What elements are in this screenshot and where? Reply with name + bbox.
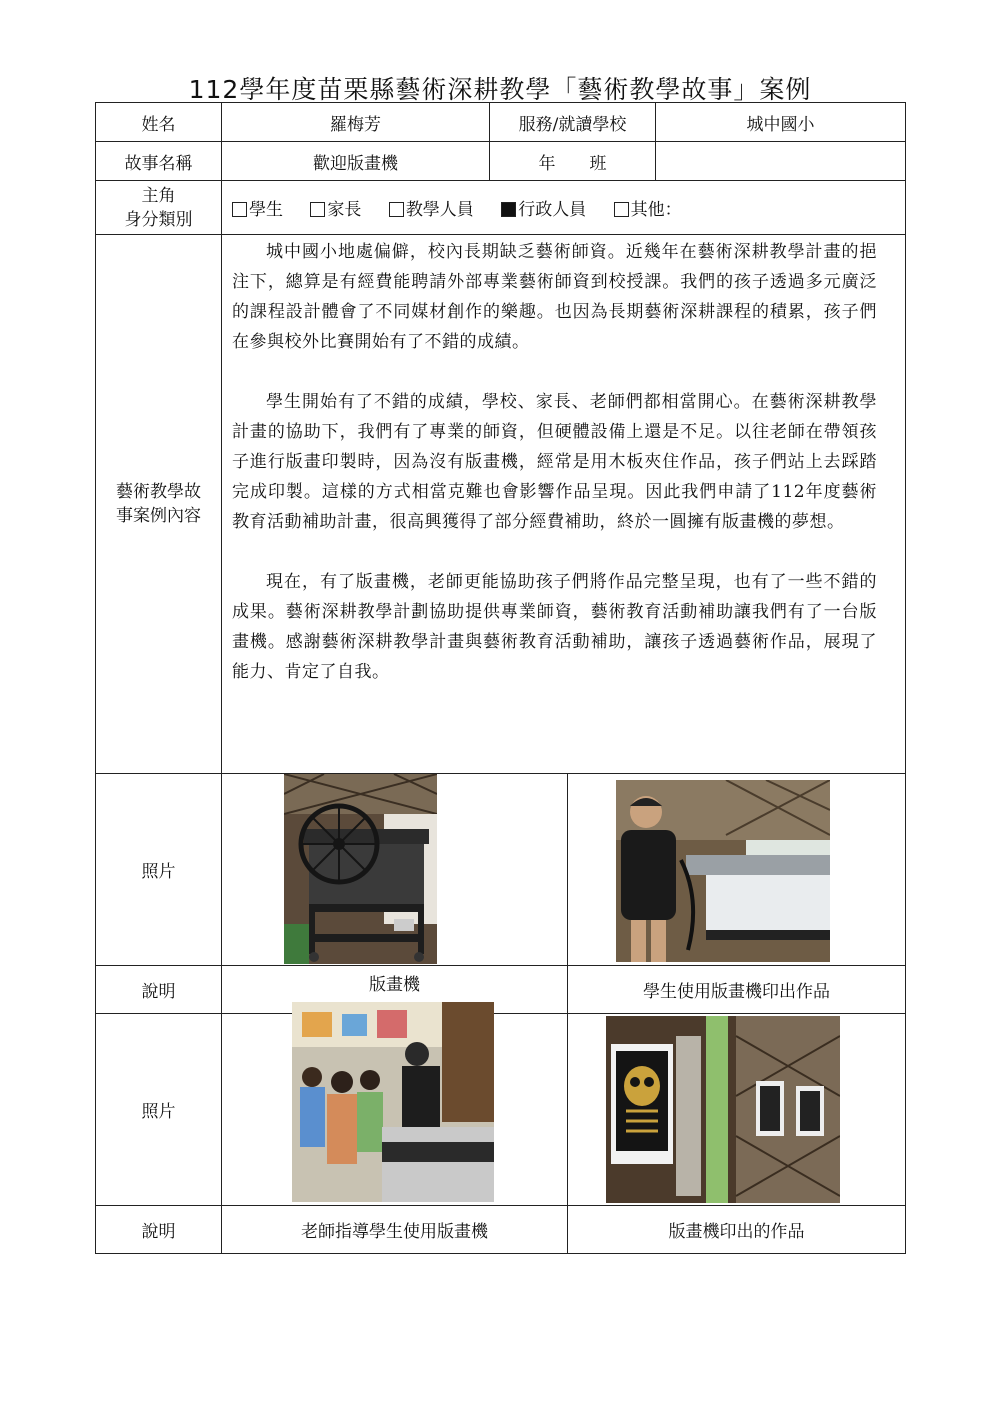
photo-cell-3 [222,1014,568,1206]
name-value: 羅梅芳 [222,103,490,142]
name-label: 姓名 [96,103,222,142]
row-photos-1 [96,774,906,966]
role-other[interactable]: 其他： [614,195,682,220]
role-options [222,181,906,235]
caption-label-1: 說明 [96,966,222,1014]
caption-3: 老師指導學生使用版畫機 [222,1206,568,1254]
photo-cell-1 [222,774,568,966]
role-teacher[interactable]: 教學人員 [389,195,474,220]
story-name-label: 故事名稱 [96,142,222,181]
teacher-guiding-photo [292,1002,494,1202]
checkbox-student[interactable] [232,202,247,217]
grade-class-value [656,142,906,181]
row-captions-1 [96,966,906,1014]
story-name-value: 歡迎版畫機 [222,142,490,181]
paragraph-1: 城中國小地處偏僻，校內長期缺乏藝術師資。近幾年在藝術深耕教學計畫的挹注下，總算是有經費能聘請外部專業藝術師資到校授課。我們的孩子透過多元廣泛的課程設計體會了不同媒材創作的樂趣。也因為長期藝術深耕課程的積累，孩子們在參與校外比賽開始有了不錯的成績。 [232,242,878,352]
row-photos-2 [96,1014,906,1206]
checkbox-parent[interactable] [310,202,325,217]
role-label-line1: 主角 [141,185,176,206]
checkbox-admin[interactable] [501,202,516,217]
row-role [96,181,906,235]
role-parent[interactable]: 家長 [310,195,361,220]
caption-1: 版畫機 [222,966,568,1014]
caption-2: 學生使用版畫機印出作品 [568,966,906,1014]
role-label-line2: 身分類別 [124,209,193,230]
checkbox-teacher[interactable] [389,202,404,217]
printed-artworks-photo [606,1016,840,1203]
photo-label-2: 照片 [96,1014,222,1206]
role-admin[interactable]: 行政人員 [501,195,586,220]
student-using-press-photo [616,780,830,962]
school-value: 城中國小 [656,103,906,142]
school-label: 服務/就讀學校 [490,103,656,142]
checkbox-other[interactable] [614,202,629,217]
row-captions-2 [96,1206,906,1254]
caption-4: 版畫機印出的作品 [568,1206,906,1254]
page-title: 112學年度苗栗縣藝術深耕教學「藝術教學故事」案例 [188,75,812,104]
content-label [96,235,222,774]
content-label-line1: 藝術教學故 [116,482,201,502]
photo-cell-2 [568,774,906,966]
photo-label-1: 照片 [96,774,222,966]
row-name [96,103,906,142]
role-label [96,181,222,235]
row-content [96,235,906,774]
grade-class-label: 年 班 [490,142,656,181]
story-content [222,235,906,774]
photo-cell-4 [568,1014,906,1206]
paragraph-3: 現在，有了版畫機，老師更能協助孩子們將作品完整呈現，也有了一些不錯的成果。藝術深耕教學計劃協助提供專業師資，藝術教育活動補助讓我們有了一台版畫機。感謝藝術深耕教學計畫與藝術教育活動補助，讓孩子透過藝術作品，展現了能力、肯定了自我。 [232,572,878,682]
caption-label-2: 說明 [96,1206,222,1254]
content-label-line2: 事案例內容 [116,506,201,526]
row-story-name [96,142,906,181]
printing-press-photo [284,774,437,964]
paragraph-2: 學生開始有了不錯的成績，學校、家長、老師們都相當開心。在藝術深耕教學計畫的協助下，我們有了專業的師資，但硬體設備上還是不足。以往老師在帶領孩子進行版畫印製時，因為沒有版畫機，經常是用木板夾住作品，孩子們站上去踩踏完成印製。這樣的方式相當克難也會影響作品呈現。因此我們申請了112年度藝術教育活動補助計畫，很高興獲得了部分經費補助，終於一圓擁有版畫機的夢想。 [232,392,878,532]
story-form [95,102,906,1254]
role-student[interactable]: 學生 [232,195,283,220]
